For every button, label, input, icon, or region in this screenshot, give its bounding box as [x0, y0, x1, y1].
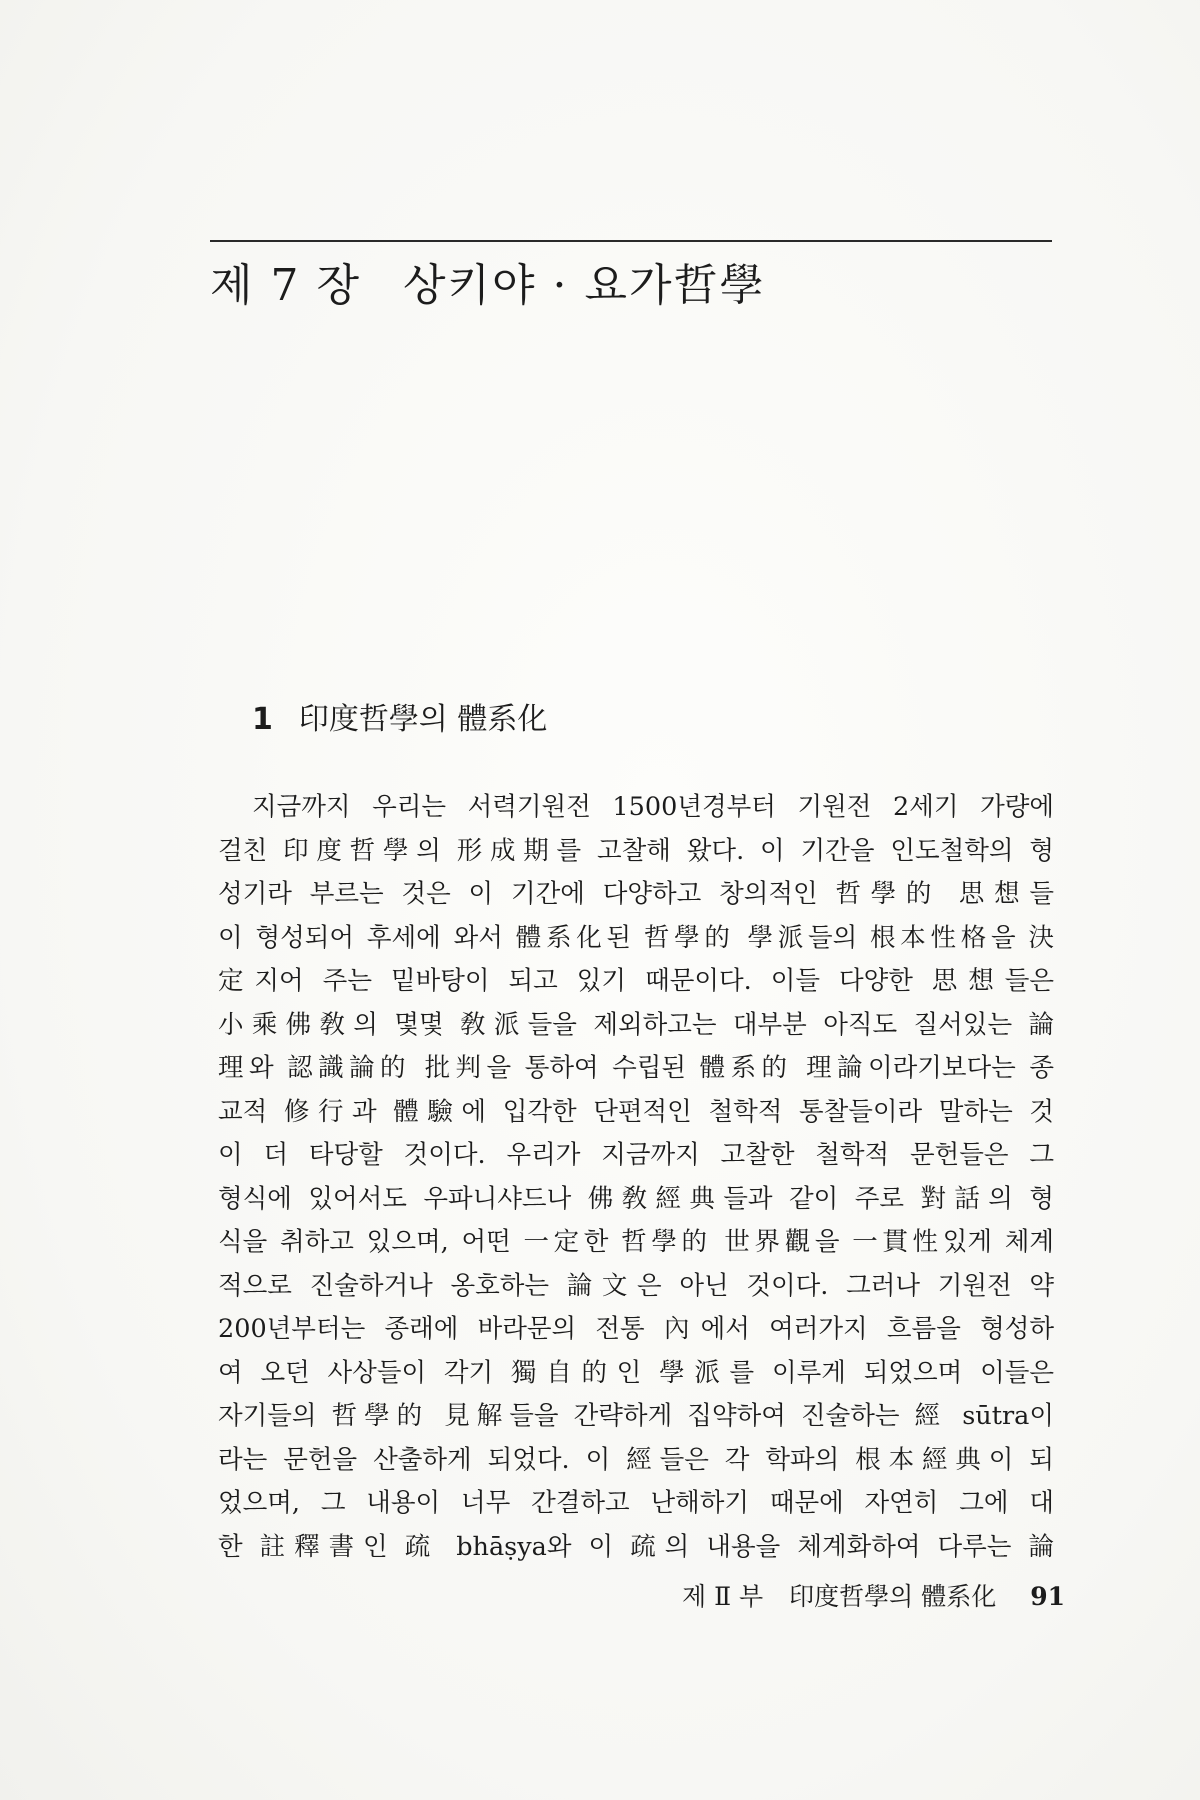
body-line: 定지어 주는 밑바탕이 되고 있기 때문이다. 이들 다양한 思想들은: [218, 966, 1054, 996]
footer-title: 印度哲學의 體系化: [789, 1582, 997, 1611]
body-line: 식을 취하고 있으며, 어떤 一定한 哲學的 世界觀을 一貫性있게 체계: [218, 1227, 1054, 1257]
body-line: 여 오던 사상들이 각기 獨自的인 學派를 이루게 되었으며 이들은: [218, 1357, 1054, 1388]
body-line: 이 형성되어 후세에 와서 體系化된 哲學的 學派들의 根本性格을 決: [218, 922, 1054, 953]
chapter-heading: [210, 258, 765, 314]
body-line: 형식에 있어서도 우파니샤드나 佛敎經典들과 같이 주로 對話의 형: [218, 1183, 1054, 1214]
body-line: 한 註釋書인 疏 bhāṣya와 이 疏의 내용을 체계화하여 다루는 論: [218, 1531, 1054, 1562]
body-line: 라는 문헌을 산출하게 되었다. 이 經들은 각 학파의 根本經典이 되: [218, 1444, 1054, 1475]
section-title: 印度哲學의 體系化: [298, 702, 548, 737]
body-line: 교적 修行과 體驗에 입각한 단편적인 철학적 통찰들이라 말하는 것: [218, 1096, 1054, 1127]
body-line: 小乘佛敎의 몇몇 敎派들을 제외하고는 대부분 아직도 질서있는 論: [218, 1009, 1054, 1040]
body-line: 자기들의 哲學的 見解들을 간략하게 집약하여 진술하는 經 sūtra이: [218, 1401, 1054, 1431]
chapter-rule: [210, 240, 1052, 242]
body-line: 理와 認識論的 批判을 통하여 수립된 體系的 理論이라기보다는 종: [218, 1053, 1054, 1083]
body-paragraph: [218, 786, 1054, 1569]
footer-part: 제 Ⅱ 부: [682, 1582, 764, 1611]
chapter-number: 제 7 장: [210, 260, 361, 311]
body-line: 200년부터는 종래에 바라문의 전통 內에서 여러가지 흐름을 형성하: [218, 1314, 1054, 1344]
section-number: 1: [252, 702, 273, 737]
body-line: 적으로 진술하거나 옹호하는 論文은 아닌 것이다. 그러나 기원전 약: [218, 1270, 1054, 1301]
body-line: 지금까지 우리는 서력기원전 1500년경부터 기원전 2세기 가량에: [252, 792, 1054, 822]
body-line: 걸친 印度哲學의 形成期를 고찰해 왔다. 이 기간을 인도철학의 형: [218, 835, 1054, 866]
chapter-title: 상키야 · 요가哲學: [402, 260, 766, 311]
body-line: 이 더 타당할 것이다. 우리가 지금까지 고찰한 철학적 문헌들은 그: [218, 1140, 1054, 1170]
body-line: 었으며, 그 내용이 너무 간결하고 난해하기 때문에 자연히 그에 대: [218, 1488, 1054, 1518]
body-line: 성기라 부르는 것은 이 기간에 다양하고 창의적인 哲學的 思想들: [218, 879, 1054, 909]
section-heading: [252, 700, 547, 740]
page-number: 91: [1030, 1582, 1065, 1611]
running-footer: [682, 1580, 1065, 1614]
